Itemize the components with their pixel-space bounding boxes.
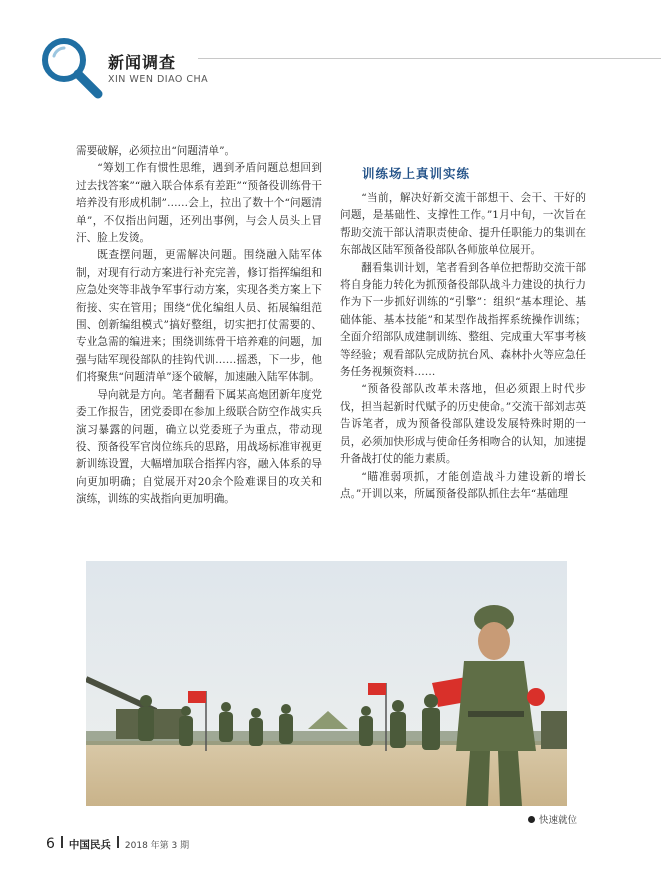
magazine-name: 中国民兵	[68, 839, 111, 851]
page-number: 6	[46, 836, 55, 852]
paragraph: 导向就是方向。笔者翻看下属某高炮团新年度党委工作报告，团党委即在参加上级联合防空作战实兵演习暴露的问题，确立以党委班子为重点，带动现役、预备役军官岗位练兵的思路，用战场标准审视更新训练设置，大幅增加联合指挥内容，融入体系的导向更加明确；自觉展开对20余个险难课目的攻关和演练，训练的实战指向更加明确。	[76, 388, 322, 506]
paragraph: 翻看集训计划，笔者看到各单位把帮助交流干部将自身能力转化为抓预备役部队战斗力建设的执行力作为下一步抓好训练的“引擎”：组织“基本理论、基础体能、基本技能”和某型作战指挥系统操作训练；全面介绍部队成建制训练、整组、完成重大军事考核等经验；观看部队完成防抗台风、森林扑火等应急任务任务视频资料……	[340, 261, 586, 379]
footer-divider	[117, 836, 119, 848]
paragraph: “预备役部队改革未落地，但必须跟上时代步伐，担当起新时代赋予的历史使命。”交流干部刘志英告诉笔者，成为预备役部队建设发展特殊时期的一员，必须加快形成与使命任务相吻合的认知，加速提升备战打仗的能力素质。	[340, 383, 586, 466]
paragraph: 需要破解，必须拉出“问题清单”。	[76, 145, 236, 157]
page-header	[0, 0, 661, 110]
magnifier-icon	[38, 34, 106, 102]
section-subheading: 训练场上真训实练	[362, 166, 471, 181]
paragraph: “瞄准弱项抓，才能创造战斗力建设新的增长点。”开训以来，所属预备役部队抓住去年“基础理	[340, 470, 586, 500]
paragraph: “筹划工作有惯性思维，遇到矛盾问题总想回到过去找答案”“融入联合体系有差距”“预备役训练骨干培养没有形成机制”……会上，拉出了数十个“问题清单”，不仅指出问题，还列出事例，与会人员头上冒汗、脸上发烫。	[76, 162, 322, 245]
photo-caption	[528, 812, 577, 826]
caption-text: 快速就位	[538, 815, 577, 826]
section-subtitle: XIN WEN DIAO CHA	[108, 74, 209, 85]
section-title: 新闻调查	[108, 53, 177, 72]
right-column	[340, 190, 586, 503]
left-column	[76, 143, 322, 509]
issue-label: 2018 年第 3 期	[124, 841, 190, 851]
training-photo	[86, 561, 567, 806]
paragraph: “当前，解决好新交流干部想干、会干、干好的问题，是基础性、支撑性工作。”1月中旬，一次旨在帮助交流干部认清职责使命、提升任职能力的集训在东部战区陆军预备役部队各师旅单位展开。	[340, 192, 586, 257]
bullet-icon	[528, 816, 535, 823]
footer-divider	[61, 836, 63, 848]
page-footer	[46, 836, 189, 852]
paragraph: 既查摆问题，更需解决问题。围绕融入陆军体制，对现有行动方案进行补充完善，修订指挥编组和应急处突等非战争军事行动方案，实现各类方案上下衔接、实在管用；围绕“优化编组人员、拓展编组范围、创新编组模式”搞好整组，切实把打仗需要的、专业急需的编进来；围绕训练骨干培养难的问题，加强与陆军现役部队的挂钩代训……摇悉，下一步，他们将聚焦“问题清单”逐个破解，加速融入陆军体制。	[76, 249, 322, 384]
header-divider	[198, 58, 661, 59]
